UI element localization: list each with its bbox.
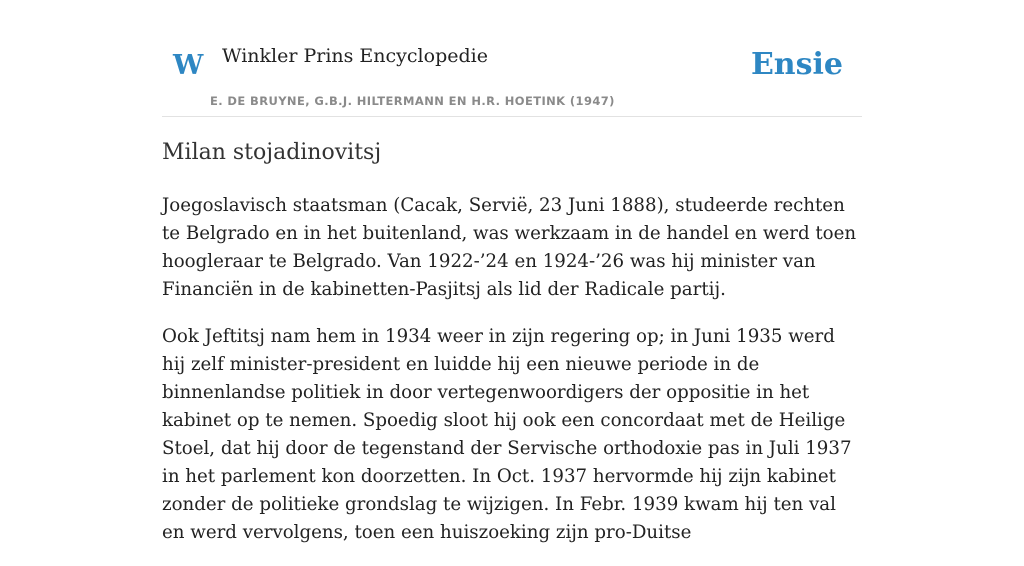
entry-title: Milan stojadinovitsj xyxy=(162,140,382,165)
authors-line: E. DE BRUYNE, G.B.J. HILTERMANN EN H.R. HOETINK (1947) xyxy=(210,94,615,108)
entry-body xyxy=(162,192,862,566)
paragraph: Joegoslavisch staatsman (Cacak, Servië, 23 Juni 1888), studeerde rechten te Belgrado en in het buitenland, was werkzaam in de handel en werd toen hoogleraar te Belgrado. Van 1922-’24 en 1924-’26 was hij minister van Financiën in de kabinetten-Pasjitsj als lid der Radicale partij. xyxy=(162,195,857,300)
page xyxy=(162,0,862,543)
brand-logo[interactable]: Ensie xyxy=(750,47,843,82)
paragraph: Ook Jeftitsj nam hem in 1934 weer in zijn regering op; in Juni 1935 werd hij zelf minister-president en luidde hij een nieuwe periode in de binnenlandse politiek in door vertegenwoordigers der oppositie in het kabinet op te nemen. Spoedig sloot hij ook een concordaat met de Heilige Stoel, dat hij door de tegenstand der Servische orthodoxie pas in Juli 1937 in het parlement kon doorzetten. In Oct. 1937 hervormde hij zijn kabinet zonder de politieke grondslag te wijzigen. In Febr. 1939 kwam hij ten val en werd vervolgens, toen een huiszoeking zijn pro-Duitse xyxy=(162,326,852,543)
site-header xyxy=(162,0,862,117)
logo-icon[interactable]: W xyxy=(173,50,204,81)
publication-title[interactable]: Winkler Prins Encyclopedie xyxy=(222,45,488,67)
